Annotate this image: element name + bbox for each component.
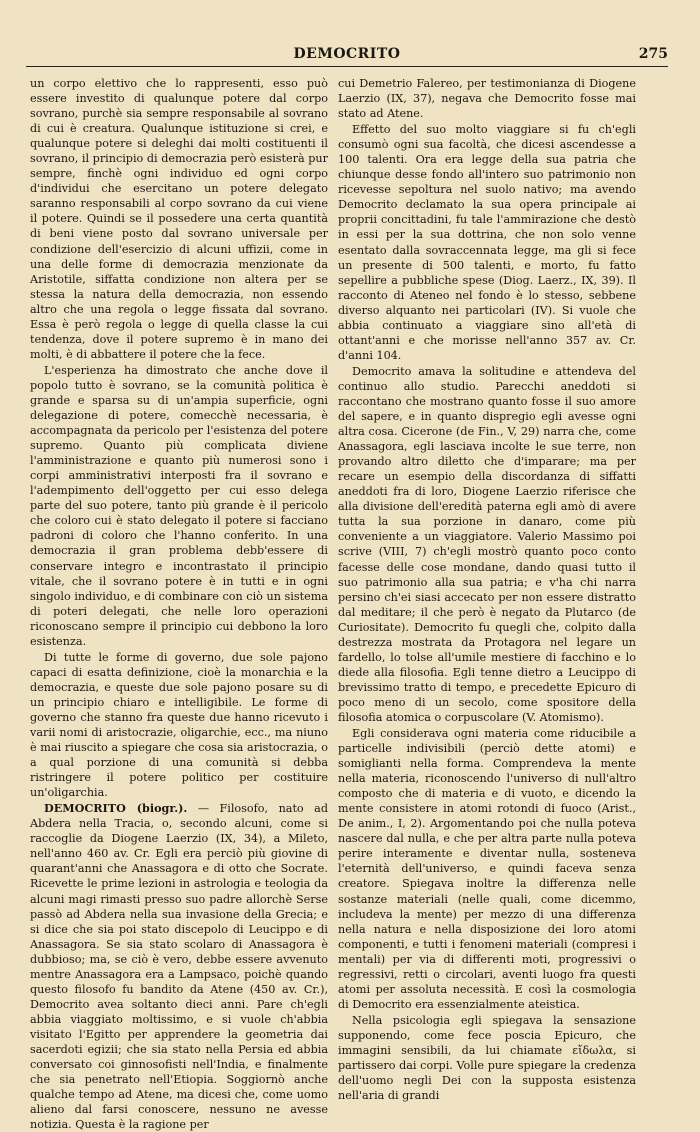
right-column — [338, 76, 636, 1103]
paragraph: un corpo elettivo che lo rappresenti, esso può essere investito di qualunque potere dal corpo sovrano, purchè sia sempre responsabile al sovrano di cui è creatura. Qualunque istituzione si crei, e qualunque potere si deleghi dai molti costituenti il sovrano, il principio di democrazia però esisterà pur sempre, finchè ogni individuo ed ogni corpo d'individui che esercitano un potere delegato saranno responsabili al corpo sovrano da cui viene il potere. Quindi se il possedere una certa quantità di beni viene posto dal sovrano universale per condizione dell'esercizio di alcuni uffizii, come in una delle forme di democrazia menzionate da Aristotile, siffatta condizione non altera per se stessa la natura della democrazia, non essendo altro che una regola o legge fissata dal sovrano. Essa è però regola o legge di quella classe la cui tendenza, dove il potere supremo è in mano dei molti, è di abbattere il potere che la fece. — [30, 77, 328, 361]
left-column — [30, 76, 328, 1132]
running-title: DEMOCRITO — [293, 46, 401, 62]
entry-paragraph — [30, 801, 328, 1132]
page-number: 275 — [638, 46, 668, 62]
paragraph: Egli considerava ogni materia come riducibile a particelle indivisibili (perciò dette atomi) e somiglianti nella forma. Comprendeva la mente nella materia, riconoscendo l'universo di null'altro composto che di materia e di vuoto, e dicendo la mente consistere in atomi rotondi di fuoco (Arist., De anim., I, 2). Argomentando poi che nulla poteva nascere dal nulla, e che per altra parte nulla poteva perire interamente e diventar nulla, sosteneva l'eternità dell'universo, e quindi faceva senza creatore. Spiegava inoltre la differenza nelle sostanze materiali (nelle quali, come dicemmo, includeva la mente) per mezzo di una differenza nella natura e nella disposizione dei loro atomi componenti, e tutti i fenomeni materiali (compresi i mentali) per via di differenti moti, progressivi o regressivi, retti o circolari, aventi luogo fra questi atomi per assoluta necessità. E così la cosmologia di Democrito era essenzialmente ateistica. — [338, 727, 636, 1011]
paragraph: cui Demetrio Falereo, per testimonianza di Diogene Laerzio (IX, 37), negava che Democrito fosse mai stato ad Atene. — [338, 77, 636, 121]
entry-headword: DEMOCRITO (biogr.). — [44, 801, 188, 816]
page-header — [26, 44, 668, 67]
paragraph: Di tutte le forme di governo, due sole pajono capaci di esatta definizione, cioè la monarchia e la democrazia, e queste due sole pajono posare su di un principio chiaro e intelligibile. Le forme di governo che stanno fra queste due hanno ricevuto i varii nomi di aristocrazie, oligarchie, ecc., ma niuno è mai riuscito a spiegare che cosa sia aristocrazia, o a qual porzione di una comunità si debba ristringere il potere politico per costituire un'oligarchia. — [30, 650, 328, 800]
paragraph: Democrito amava la solitudine e attendeva del continuo allo studio. Parecchi aneddoti si raccontano che mostrano quanto fosse il suo amore del sapere, e in quanto dispregio egli avesse ogni altra cosa. Cicerone (de Fin., V, 29) narra che, come Anassagora, egli lasciava incolte le sue terre, non provando altro diletto che d'imparare; ma per recare un esempio della discordanza di siffatti aneddoti fra di loro, Diogene Laerzio riferisce che alla divisione dell'eredità paterna egli amò di avere tutta la sua porzione in danaro, come più conveniente a un viaggiatore. Valerio Massimo poi scrive (VIII, 7) ch'egli mostrò quanto poco conto facesse delle cose mondane, dando quasi tutto il suo patrimonio alla sua patria; e v'ha chi narra persino ch'ei siasi accecato per non essere distratto dal meditare; il che però è negato da Plutarco (de Curiositate). Democrito fu quegli che, colpito dalla destrezza mostrata da Protagora nel legare un fardello, lo tolse all'umile mestiere di facchino e lo diede alla filosofia. Egli tenne dietro a Leucippo di brevissimo tratto di tempo, e precedette Epicuro di poco meno di un secolo, come spositore della filosofia atomica o corpuscolare (V. Atomismo). — [338, 364, 636, 724]
paragraph: Nella psicologia egli spiegava la sensazione supponendo, come fece poscia Epicuro, che immagini sensibili, da lui chiamate εἴδωλα, si partissero dai corpi. Volle pure spiegare la credenza dell'uomo negli Dei con la supposta esistenza nell'aria di grandi — [338, 1013, 636, 1103]
paragraph: L'esperienza ha dimostrato che anche dove il popolo tutto è sovrano, se la comunità politica è grande e sparsa su di un'ampia superficie, ogni delegazione di potere, comecchè necessaria, è accompagnata da pericolo per l'esistenza del potere supremo. Quanto più complicata diviene l'amministrazione e quanto più numerosi sono i corpi amministrativi interposti fra il sovrano e l'adempimento dell'oggetto per cui esso delega parte del suo potere, tanto più grande è il pericolo che coloro cui è stato delegato il potere si facciano padroni di coloro che l'hanno conferito. In una democrazia il gran problema debb'essere di conservare integro e incontrastato il principio vitale, che il sovrano potere è in tutti e in ogni singolo individuo, e di combinare con ciò un sistema di poteri delegati, che nelle loro operazioni riconoscano sempre il principio cui debbono la loro esistenza. — [30, 363, 328, 648]
paragraph: Effetto del suo molto viaggiare si fu ch'egli consumò ogni sua facoltà, che dicesi ascendesse a 100 talenti. Ora era legge della sua patria che chiunque desse fondo all'intero suo patrimonio non ricevesse sepoltura nel suolo nativo; ma avendo Democrito declamato la sua opera principale ai proprii concittadini, fu tale l'ammirazione che destò in essi per la sua dottrina, che non solo venne esentato dalla sovraccennata legge, ma gli si fece un presente di 500 talenti, e morto, fu fatto sepellire a pubbliche spese (Diog. Laerz., IX, 39). Il racconto di Ateneo nel fondo è lo stesso, sebbene diverso alquanto nei particolari (IV). Si vuole che abbia continuato a viaggiare sino all'età di ottant'anni e che morisse nell'anno 357 av. Cr. d'anni 104. — [338, 123, 636, 362]
entry-text: — Filosofo, nato ad Abdera nella Tracia, o, secondo alcuni, come si raccoglie da Diogene Laerzio (IX, 34), a Mileto, nell'anno 460 av. Cr. Egli era perciò più giovine di quarant'anni che Anassagora e di otto che Socrate. Ricevette le prime lezioni in astrologia e teologia da alcuni magi rimasti presso suo padre allorchè Serse passò ad Abdera nella sua invasione della Grecia; e si dice che sia poi stato discepolo di Leucippo e di Anassagora. Se sia stato scolaro di Anassagora è dubbioso; ma, se ciò è vero, debbe essere avvenuto mentre Anassagora era a Lampsaco, poichè quando questo filosofo fu bandito da Atene (450 av. Cr.), Democrito avea soltanto dieci anni. Pare ch'egli abbia viaggiato moltissimo, e si vuole ch'abbia visitato l'Egitto per apprendere la geometria dai sacerdoti egizii; che sia stato nella Persia ed abbia conversato coi ginnosofisti nell'India, e finalmente che sia penetrato nell'Etiopia. Soggiornò anche qualche tempo ad Atene, ma dicesi che, come uomo alieno dal farsi conoscere, nessuno ne avesse notizia. Questa è la ragione per — [30, 802, 329, 1132]
